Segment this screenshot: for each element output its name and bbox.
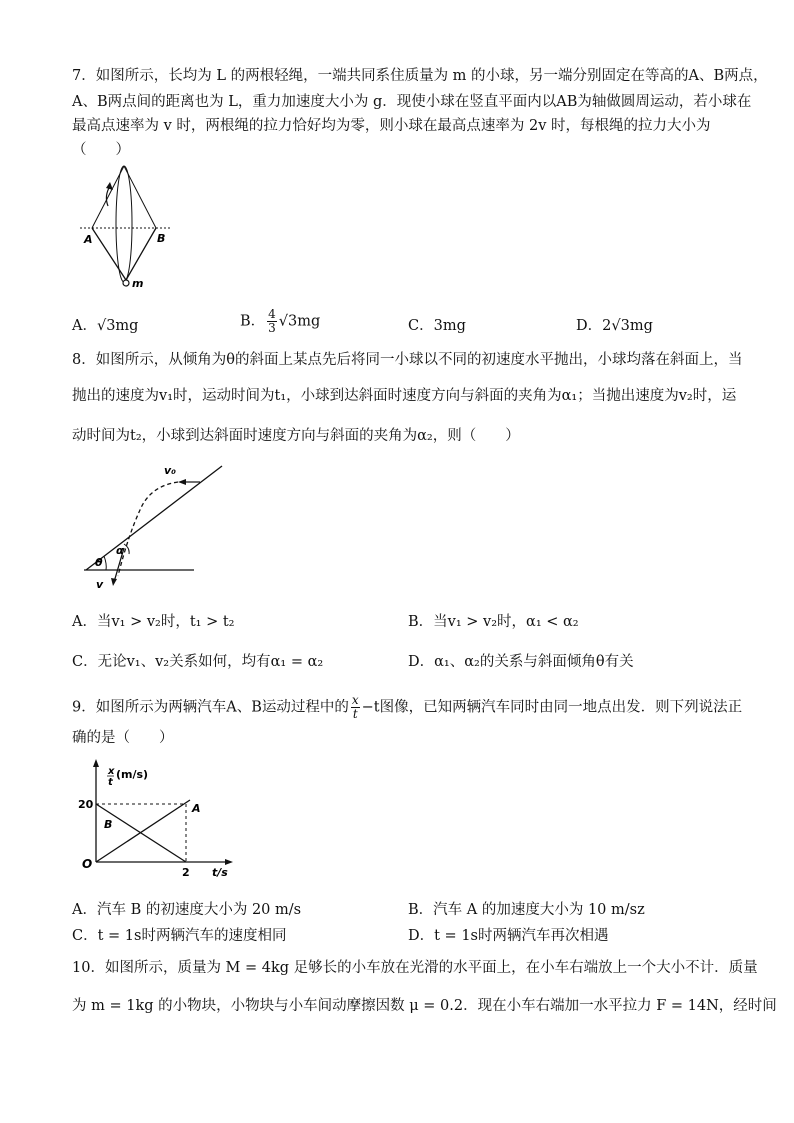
q7-option-a: A．√3mg [72, 318, 139, 334]
q9-fraction-den: t [352, 707, 358, 721]
q7-option-b-rest: √3mg [278, 313, 321, 330]
q8-label-v0: v₀ [164, 464, 176, 477]
q9-text-pre: 9．如图所示为两辆汽车A、B运动过程中的 [72, 699, 349, 716]
q7-label-m: m [132, 277, 144, 290]
q9-text-line-2: 确的是（ ） [72, 730, 174, 746]
q7-ball [123, 280, 129, 286]
q9-option-d: D．t = 1s时两辆汽车再次相遇 [408, 928, 609, 944]
q8-incline [86, 466, 222, 570]
q8-option-a: A．当v₁ > v₂时，t₁ > t₂ [72, 614, 235, 630]
q7-option-c: C．3mg [408, 318, 466, 334]
q9-x-label: t/s [212, 866, 228, 879]
q9-option-a: A．汽车 B 的初速度大小为 20 m/s [72, 902, 302, 918]
q8-text-line-3: 动时间为t₂，小球到达斜面时速度方向与斜面的夹角为α₂，则（ ） [72, 428, 520, 444]
q9-text-line-1 [72, 693, 743, 721]
q7-answer-blank: （ ） [72, 142, 130, 158]
q8-option-c: C．无论v₁、v₂关系如何，均有α₁ = α₂ [72, 654, 324, 670]
q7-label-b: B [157, 232, 166, 245]
q8-v0-arrowhead [178, 479, 186, 485]
q7-option-b [240, 308, 320, 335]
q7-text-line-1: 7．如图所示，长均为 L 的两根轻绳，一端共同系住质量为 m 的小球，另一端分别固定在等高的A、B两点， [72, 68, 768, 84]
q8-theta-arc [104, 556, 106, 570]
q8-figure [80, 458, 228, 594]
q7-option-b-fraction [267, 308, 277, 335]
q7-text-line-2: A、B两点间的距离也为 L，重力加速度大小为 g．现使小球在竖直平面内以AB为轴做圆周运动，若小球在 [72, 94, 752, 110]
q7-figure [78, 162, 188, 297]
q9-y-axis-arrowhead [93, 759, 99, 767]
q7-option-b-num: 4 [268, 307, 276, 321]
q8-v-arrowhead [111, 578, 117, 586]
q8-option-d: D．α₁、α₂的关系与斜面倾角θ有关 [408, 654, 634, 670]
q8-label-v: v [96, 578, 104, 591]
q9-y-unit: (m/s) [116, 768, 149, 781]
q9-y-label-den: t [108, 777, 113, 788]
q8-trajectory [118, 482, 178, 576]
q9-fraction-num: x [351, 693, 359, 707]
q7-label-a: A [84, 233, 93, 246]
q7-rotation-arrowhead [106, 182, 113, 190]
q10-text-line-1: 10．如图所示，质量为 M = 4kg 足够长的小车放在光滑的水平面上，在小车右端放上一个大小不计．质量 [72, 960, 758, 976]
q9-x-tick-2: 2 [182, 866, 190, 879]
q9-label-a: A [192, 802, 201, 815]
q7-rope-a [92, 228, 126, 280]
q7-circle-path [116, 166, 132, 282]
q8-label-alpha: α [116, 544, 124, 557]
q9-origin: O [82, 857, 93, 871]
q8-text-line-1: 8．如图所示，从倾角为θ的斜面上某点先后将同一小球以不同的初速度水平抛出，小球均落在斜面上，当 [72, 352, 743, 368]
q7-option-b-prefix: B． [240, 313, 266, 330]
q7-text-line-3: 最高点速率为 v 时，两根绳的拉力恰好均为零，则小球在最高点速率为 2v 时，每根绳的拉力大小为 [72, 118, 711, 134]
q7-option-d: D．2√3mg [576, 318, 653, 334]
q8-option-b: B．当v₁ > v₂时，α₁ < α₂ [408, 614, 579, 630]
q8-text-line-2: 抛出的速度为v₁时，运动时间为t₁，小球到达斜面时速度方向与斜面的夹角为α₁；当抛出速度为v₂时，运 [72, 388, 737, 404]
q9-y-label-num: x [108, 766, 115, 777]
q9-x-axis-arrowhead [225, 859, 233, 865]
q9-text-post: −t图像，已知两辆汽车同时由同一地点出发．则下列说法正 [361, 699, 743, 716]
q9-line-a [96, 800, 190, 862]
q9-fraction [351, 694, 360, 721]
q9-option-c: C．t = 1s时两辆汽车的速度相同 [72, 928, 287, 944]
q9-label-b: B [104, 818, 113, 831]
q8-label-theta: θ [95, 556, 103, 569]
q7-option-b-den: 3 [268, 321, 276, 335]
q10-text-line-2: 为 m = 1kg 的小物块，小物块与小车间动摩擦因数 μ = 0.2．现在小车右端加一水平拉力 F = 14N，经时间 [72, 998, 777, 1014]
q9-option-b: B．汽车 A 的加速度大小为 10 m/sz [408, 902, 645, 918]
q9-figure [78, 756, 238, 884]
q9-y-tick-20: 20 [78, 798, 94, 811]
